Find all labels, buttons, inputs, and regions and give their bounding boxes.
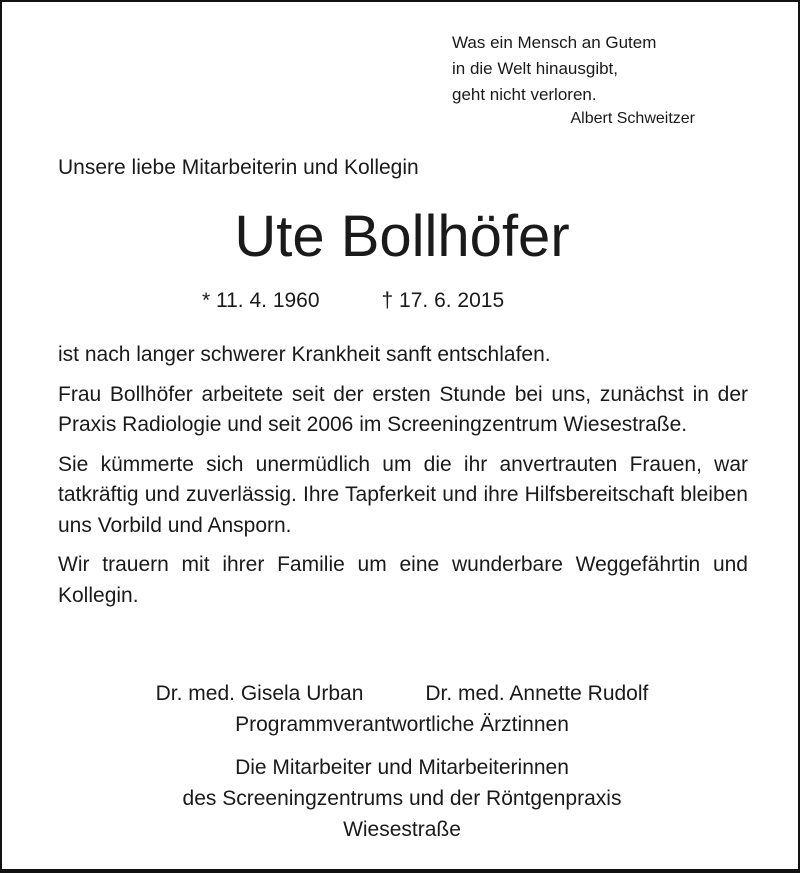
text-paragraph: Wir trauern mit ihrer Familie um eine wunderbare Weggefährtin und Kollegin. — [58, 553, 748, 607]
death-date: † 17. 6. 2015 — [381, 289, 505, 312]
quote-line: geht nicht verloren. — [452, 85, 597, 104]
quote-line: Was ein Mensch an Gutem — [452, 33, 657, 52]
team-line: des Screeningzentrums und der Röntgenpraxis — [182, 787, 622, 810]
intro-line: Unsere liebe Mitarbeiterin und Kollegin — [58, 156, 419, 179]
epigraph-quote — [452, 30, 752, 132]
quote-author: Albert Schweitzer — [570, 110, 695, 127]
life-dates — [202, 287, 504, 315]
birth-date: * 11. 4. 1960 — [202, 289, 320, 312]
team-line: Die Mitarbeiter und Mitarbeiterinnen — [235, 756, 569, 779]
deceased-name: Ute Bollhöfer — [234, 204, 570, 269]
doctor-names — [2, 678, 800, 709]
doctor-name: Dr. med. Gisela Urban — [155, 682, 364, 705]
doctor-role: Programmverantwortliche Ärztinnen — [235, 713, 569, 736]
text-paragraph: ist nach langer schwerer Krankheit sanft entschlafen. — [58, 343, 551, 366]
team-line: Wiesestraße — [343, 818, 461, 841]
obituary-text — [58, 340, 748, 620]
signatures — [2, 678, 800, 845]
quote-line: in die Welt hinausgibt, — [452, 59, 619, 78]
text-paragraph: Sie kümmerte sich unermüdlich um die ihr anvertrauten Frauen, war tatkräftig und zuverlässig. Ihre Tapferkeit und ihre Hilfsbereitschaft bleiben uns Vorbild und Ansporn. — [58, 452, 748, 537]
text-paragraph: Frau Bollhöfer arbeitete seit der ersten Stunde bei uns, zunächst in der Praxis Radiologie und seit 2006 im Screeningzentrum Wiesestraße. — [58, 382, 748, 436]
team-signature — [2, 752, 800, 845]
doctor-name: Dr. med. Annette Rudolf — [425, 682, 649, 705]
